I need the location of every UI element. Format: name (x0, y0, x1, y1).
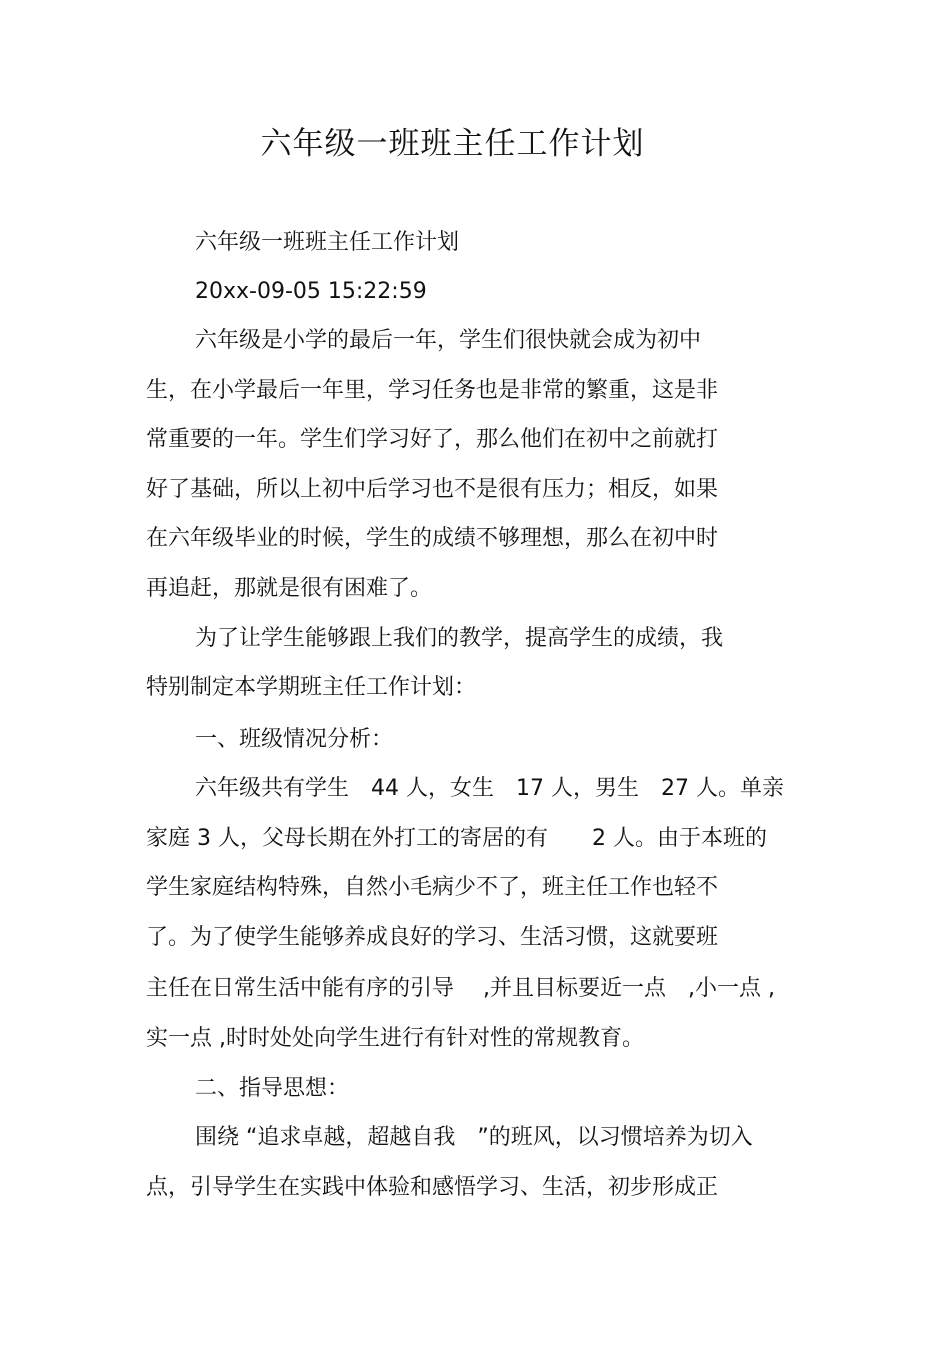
section-heading: 二、指导思想： (195, 1076, 350, 1101)
body-line: 常重要的一年。学生们学习好了，那么他们在初中之前就打 (146, 427, 719, 452)
document-title: 六年级一班班主任工作计划 (260, 126, 645, 162)
body-line: 在六年级毕业的时候，学生的成绩不够理想，那么在初中时 (146, 526, 719, 551)
body-line: 20xx-09-05 15:22:59 (195, 279, 427, 304)
body-line: 为了让学生能够跟上我们的教学，提高学生的成绩，我 (195, 626, 724, 651)
body-line: 学生家庭结构特殊，自然小毛病少不了，班主任工作也轻不 (146, 875, 719, 900)
body-line: 主任在日常生活中能有序的引导 ,并且目标要近一点 ,小一点 , (146, 976, 775, 1001)
body-line: 六年级是小学的最后一年，学生们很快就会成为初中 (195, 328, 702, 353)
body-line: 六年级一班班主任工作计划 (195, 230, 460, 255)
body-line: 生，在小学最后一年里，学习任务也是非常的繁重，这是非 (146, 378, 719, 403)
body-line: 了。为了使学生能够养成良好的学习、生活习惯，这就要班 (146, 925, 719, 950)
section-heading: 一、班级情况分析： (195, 727, 394, 752)
body-line: 好了基础，所以上初中后学习也不是很有压力；相反，如果 (146, 477, 719, 502)
body-line: 再追赶，那就是很有困难了。 (146, 576, 433, 601)
body-line: 特别制定本学期班主任工作计划： (146, 675, 477, 700)
body-line: 实一点 ,时时处处向学生进行有针对性的常规教育。 (146, 1026, 644, 1051)
body-line: 六年级共有学生 44 人，女生 17 人，男生 27 人。单亲 (195, 776, 784, 801)
body-line: 家庭 3 人，父母长期在外打工的寄居的有 2 人。由于本班的 (146, 826, 767, 851)
body-line: 点，引导学生在实践中体验和感悟学习、生活，初步形成正 (146, 1175, 719, 1200)
body-line: 围绕 “追求卓越，超越自我 ”的班风，以习惯培养为切入 (195, 1125, 753, 1150)
